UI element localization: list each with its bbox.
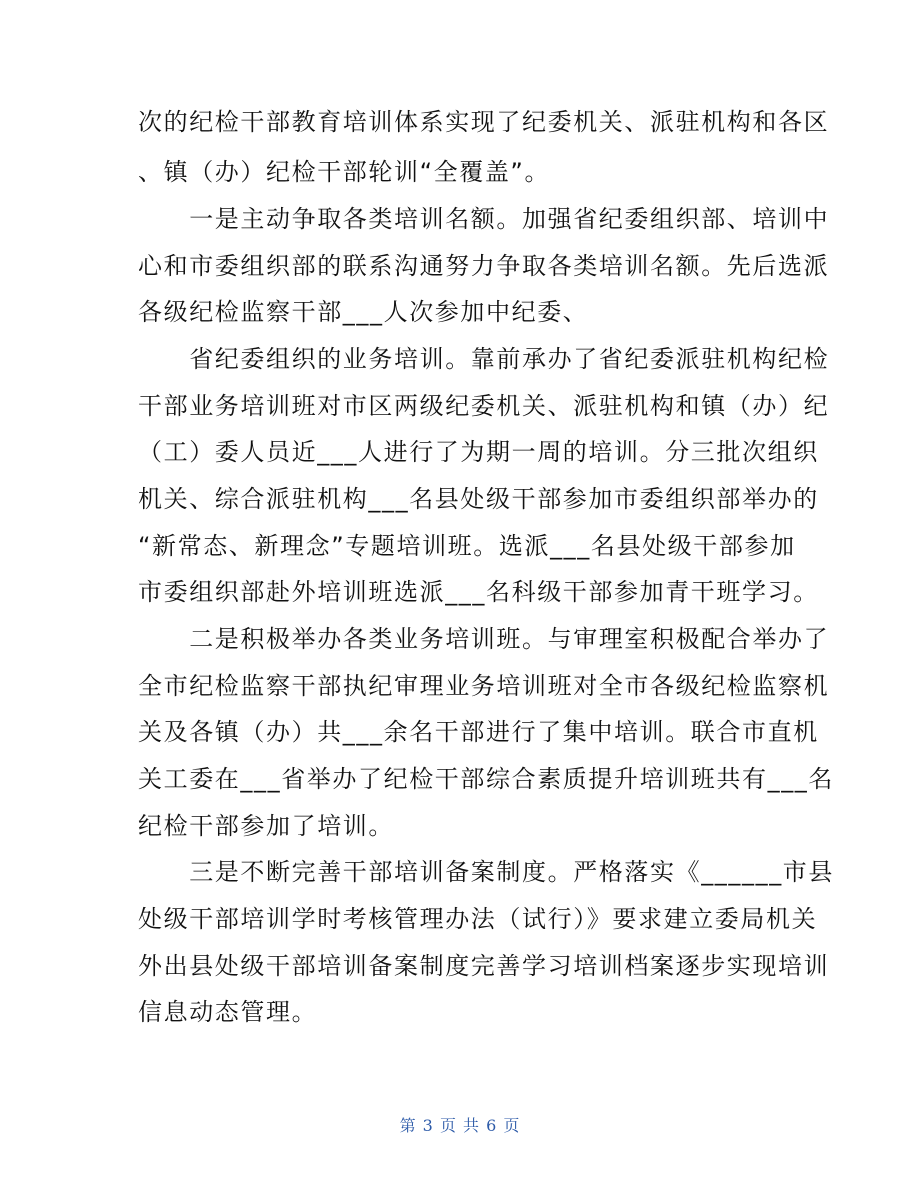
body-text-line: 一是主动争取各类培训名额。加强省纪委组织部、培训中 <box>138 205 830 233</box>
body-text-line: 全市纪检监察干部执纪审理业务培训班对全市各级纪检监察机 <box>138 672 830 700</box>
body-text-line: 市委组织部赴外培训班选派___名科级干部参加青干班学习。 <box>138 578 819 606</box>
page-number-footer: 第 3 页 共 6 页 <box>399 1116 521 1135</box>
body-text-line: 次的纪检干部教育培训体系实现了纪委机关、派驻机构和各区 <box>138 108 830 136</box>
body-text-line: 省纪委组织的业务培训。靠前承办了省纪委派驻机构纪检 <box>138 345 830 373</box>
body-text-line: 、镇（办）纪检干部轮训“全覆盖”。 <box>138 158 551 186</box>
body-text-line: （工）委人员近___人进行了为期一周的培训。分三批次组织 <box>138 438 819 466</box>
body-text-line: 三是不断完善干部培训备案制度。严格落实《______市县 <box>138 858 834 886</box>
body-text-line: 信息动态管理。 <box>138 998 318 1026</box>
body-text-line: 外出县处级干部培训备案制度完善学习培训档案逐步实现培训 <box>138 952 830 980</box>
body-text-line: “新常态、新理念”专题培训班。选派___名县处级干部参加 <box>138 532 796 560</box>
body-text-line: 二是积极举办各类业务培训班。与审理室积极配合举办了 <box>138 625 830 653</box>
body-text-line: 处级干部培训学时考核管理办法（试行）》要求建立委局机关 <box>138 905 818 933</box>
body-text-line: 纪检干部参加了培训。 <box>138 812 394 840</box>
body-text-line: 关工委在___省举办了纪检干部综合素质提升培训班共有___名 <box>138 765 834 793</box>
body-text-line: 机关、综合派驻机构___名县处级干部参加市委组织部举办的 <box>138 485 819 513</box>
body-text-line: 干部业务培训班对市区两级纪委机关、派驻机构和镇（办）纪 <box>138 392 830 420</box>
body-text-line: 心和市委组织部的联系沟通努力争取各类培训名额。先后选派 <box>138 252 830 280</box>
body-text-line: 各级纪检监察干部___人次参加中纪委、 <box>138 298 589 326</box>
body-text-line: 关及各镇（办）共___余名干部进行了集中培训。联合市直机 <box>138 718 819 746</box>
